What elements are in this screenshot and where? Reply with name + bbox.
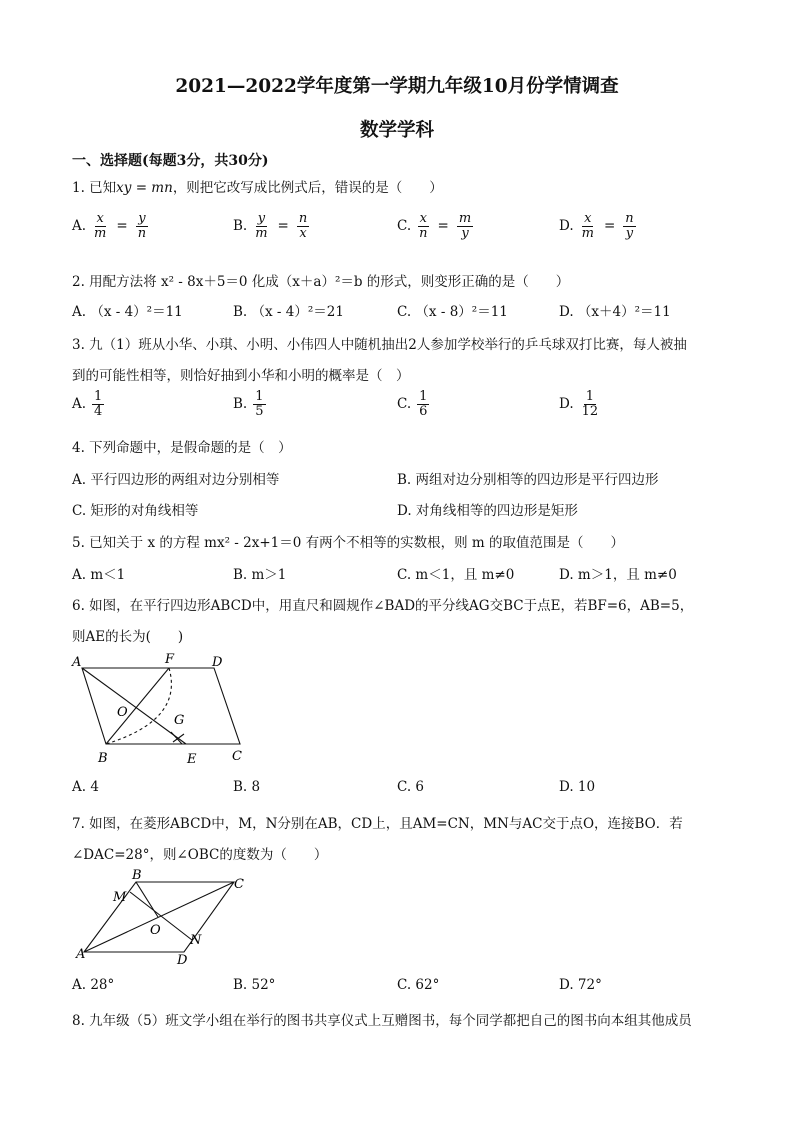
- diagonal-ac: [84, 882, 234, 952]
- question-8-stem-line1: 8. 九年级（5）班文学小组在举行的图书共享仪式上互赠图书，每个同学都把自己的图书向本组其他成员: [72, 1013, 692, 1029]
- q3-option-a[interactable]: A. $\frac{1}{4}$: [72, 389, 103, 419]
- label-c: C: [234, 877, 244, 892]
- label-d: D: [212, 655, 223, 670]
- q5-option-c[interactable]: C. m＜1，且 m≠0: [397, 567, 515, 583]
- label-c: C: [232, 749, 242, 764]
- segment-mn: [130, 892, 192, 940]
- q5-option-d[interactable]: D. m＞1，且 m≠0: [559, 567, 677, 583]
- label-g: G: [174, 713, 185, 728]
- label-f: F: [165, 652, 175, 667]
- question-6-stem-line2: 则AE的长为( ): [72, 629, 184, 645]
- label-n: N: [190, 933, 202, 948]
- question-3-stem-line1: 3. 九（1）班从小华、小琪、小明、小伟四人中随机抽出2人参加学校举行的乒乓球双打比赛，每人被抽: [72, 337, 687, 353]
- q5-option-b[interactable]: B. m＞1: [233, 567, 287, 583]
- section-header: 一、选择题(每题3分，共30分): [72, 153, 269, 169]
- question-5-stem: 5. 已知关于 x 的方程 mx² - 2x+1＝0 有两个不相等的实数根，则 m 的取值范围是（ ）: [72, 535, 624, 551]
- q2-option-c[interactable]: C. （x - 8）²＝11: [397, 304, 508, 320]
- q7-option-b[interactable]: B. 52°: [233, 977, 276, 993]
- rhombus-figure: [66, 866, 266, 970]
- question-2-stem: 2. 用配方法将 x² - 8x＋5＝0 化成（x＋a）²＝b 的形式，则变形正确的是（ ）: [72, 274, 570, 290]
- label-d: D: [177, 953, 188, 968]
- q1-option-a[interactable]: A. $\frac{x}{m}$ = $\frac{y}{n}$: [72, 211, 147, 241]
- q1-option-c[interactable]: C. $\frac{x}{n}$ = $\frac{m}{y}$: [397, 211, 472, 241]
- q4-option-b[interactable]: B. 两组对边分别相等的四边形是平行四边形: [397, 472, 659, 488]
- q3-option-d[interactable]: D. $\frac{1}{12}$: [559, 389, 599, 419]
- q6-option-c[interactable]: C. 6: [397, 779, 425, 795]
- page-title: 2021—2022学年度第一学期九年级10月份学情调查: [175, 76, 619, 97]
- q2-option-d[interactable]: D. （x＋4）²＝11: [559, 304, 671, 320]
- q6-option-b[interactable]: B. 8: [233, 779, 261, 795]
- q1-suffix: ，则把它改写成比例式后，错误的是（ ）: [172, 180, 443, 196]
- parallelogram-outline: [82, 668, 240, 744]
- segment-bf: [106, 668, 169, 744]
- question-4-stem: 4. 下列命题中，是假命题的是（ ）: [72, 440, 292, 456]
- q7-option-d[interactable]: D. 72°: [559, 977, 602, 993]
- question-7-stem-line2: ∠DAC=28°，则∠OBC的度数为（ ）: [72, 847, 328, 863]
- question-6-stem-line1: 6. 如图，在平行四边形ABCD中，用直尺和圆规作∠BAD的平分线AG交BC于点E，若BF=6，AB=5，: [72, 598, 694, 614]
- q4-option-c[interactable]: C. 矩形的对角线相等: [72, 503, 199, 519]
- q6-option-a[interactable]: A. 4: [72, 779, 99, 795]
- label-b: B: [98, 751, 108, 766]
- q1-expr: xy = mn: [116, 180, 173, 196]
- bisector-ae: [82, 668, 186, 744]
- question-3-stem-line2: 到的可能性相等，则恰好抽到小华和小明的概率是（ ）: [72, 368, 410, 384]
- q1-option-d[interactable]: D. $\frac{x}{m}$ = $\frac{n}{y}$: [559, 211, 634, 241]
- q7-option-a[interactable]: A. 28°: [72, 977, 115, 993]
- question-7-stem-line1: 7. 如图，在菱形ABCD中，M，N分别在AB，CD上，且AM=CN，MN与AC交于点O，连接BO．若: [72, 816, 683, 832]
- q3-option-b[interactable]: B. $\frac{1}{5}$: [233, 389, 264, 419]
- q3-option-c[interactable]: C. $\frac{1}{6}$: [397, 389, 428, 419]
- parallelogram-figure: [66, 648, 256, 770]
- q2-option-b[interactable]: B. （x - 4）²＝21: [233, 304, 344, 320]
- question-1-stem: [72, 176, 443, 196]
- label-e: E: [187, 752, 197, 767]
- q4-option-a[interactable]: A. 平行四边形的两组对边分别相等: [72, 472, 280, 488]
- q7-option-c[interactable]: C. 62°: [397, 977, 440, 993]
- label-o: O: [117, 705, 128, 720]
- q6-option-d[interactable]: D. 10: [559, 779, 596, 795]
- label-o: O: [150, 923, 161, 938]
- q5-option-a[interactable]: A. m＜1: [72, 567, 126, 583]
- page-subtitle: 数学学科: [359, 120, 434, 141]
- q4-option-d[interactable]: D. 对角线相等的四边形是矩形: [397, 503, 578, 519]
- q1-option-b[interactable]: B. $\frac{y}{m}$ = $\frac{n}{x}$: [233, 211, 308, 241]
- label-a: A: [72, 655, 82, 670]
- label-m: M: [113, 890, 127, 905]
- q1-prefix: 1. 已知: [72, 180, 117, 196]
- label-a: A: [76, 947, 86, 962]
- q2-option-a[interactable]: A. （x - 4）²＝11: [72, 304, 183, 320]
- label-b: B: [132, 868, 142, 883]
